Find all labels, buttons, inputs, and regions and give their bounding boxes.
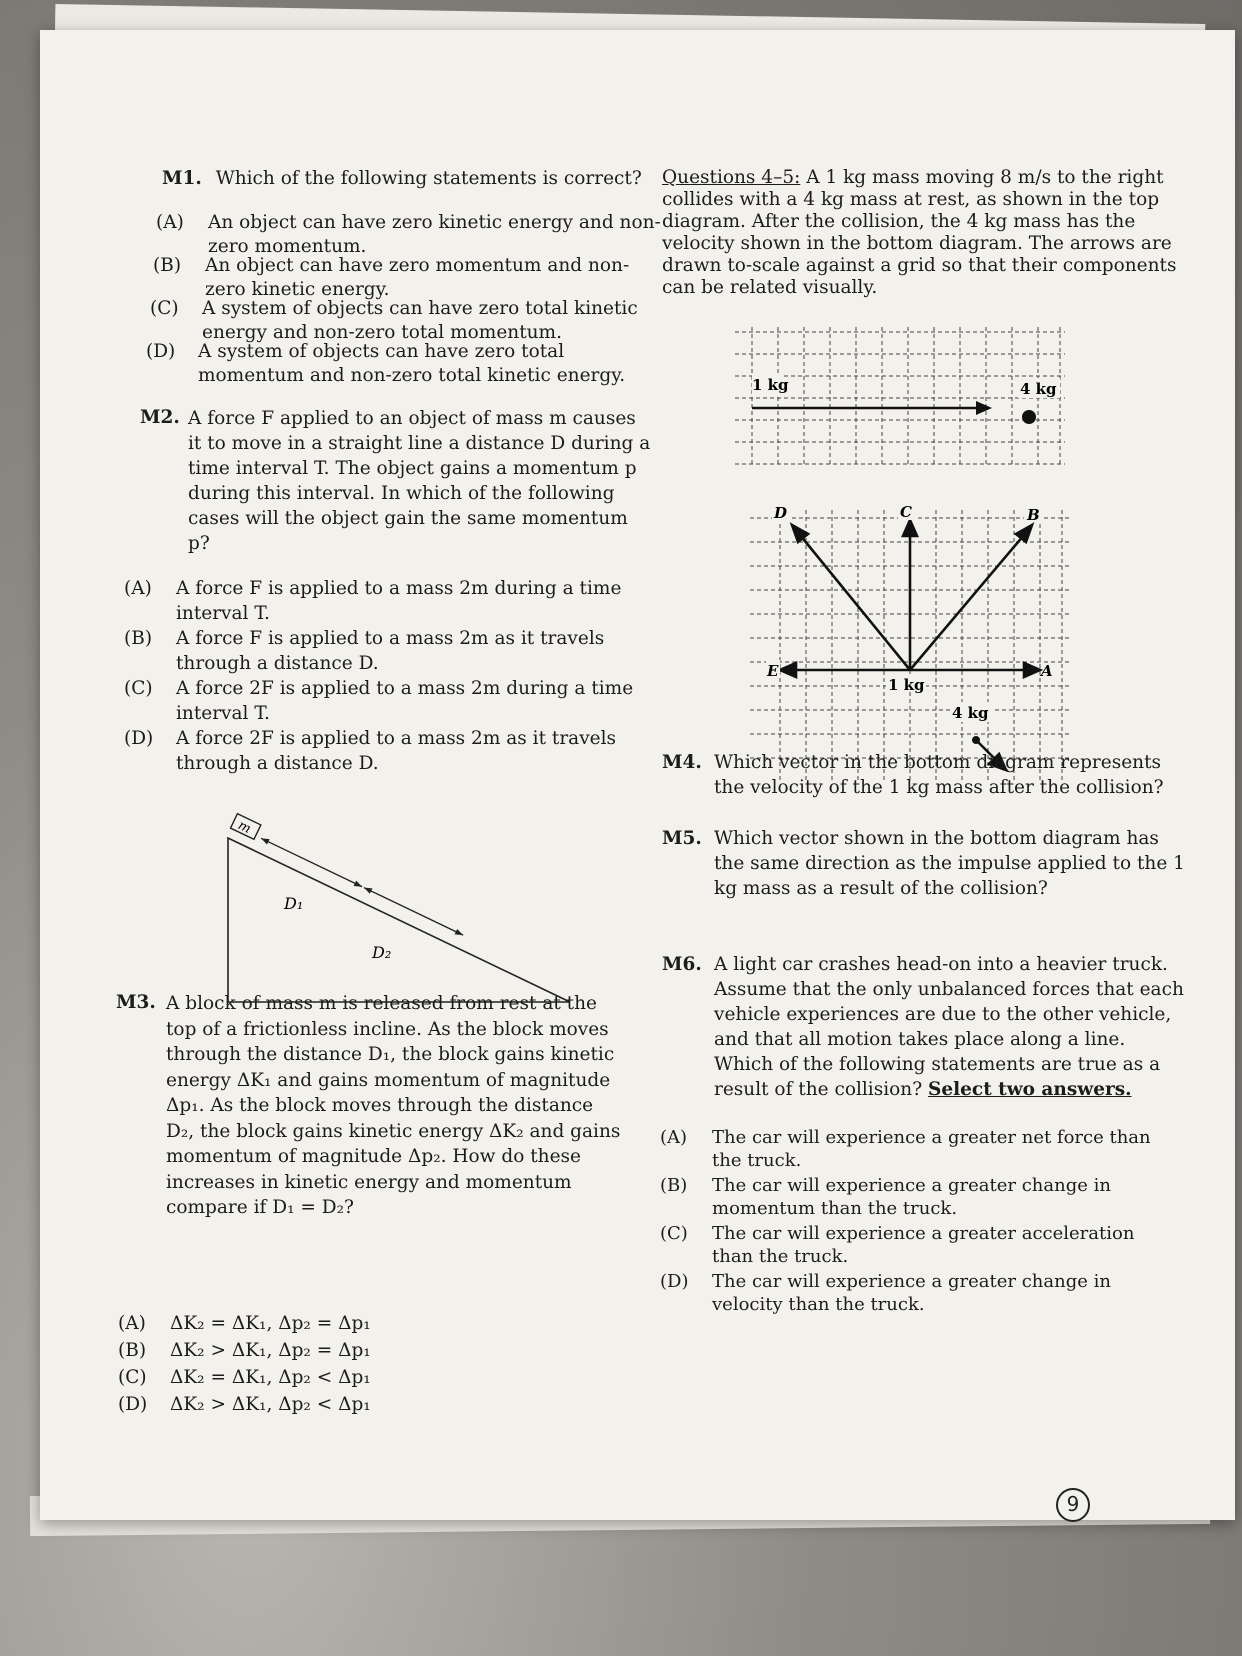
incline-figure bbox=[220, 818, 580, 1010]
m6-question: M6. A light car crashes head-on into a heavier truck. Assume that the only unbalanced forces that each vehicle experiences are due to the other vehicle, and that all motion takes place along a line. Which of the following statements are true as a result of the collision? Select two answers. bbox=[662, 954, 1184, 1100]
m6-option-c[interactable]: (C) The car will experience a greater acceleration than the truck. bbox=[660, 1223, 1135, 1267]
bottom-velocity-diagram bbox=[740, 490, 1080, 790]
vector-b bbox=[910, 535, 1024, 670]
top-collision-diagram bbox=[730, 322, 1070, 472]
m2-option-c[interactable]: (C) A force 2F is applied to a mass 2m during a time interval T. bbox=[124, 678, 634, 724]
m6-option-d[interactable]: (D) The car will experience a greater change in velocity than the truck. bbox=[660, 1271, 1111, 1315]
m6-number: M6. bbox=[662, 954, 702, 975]
vector-label-c: C bbox=[900, 503, 912, 521]
vector-label-b: B bbox=[1027, 506, 1040, 524]
m3-number: M3. bbox=[116, 992, 156, 1013]
bottom-mass2-dot bbox=[972, 736, 980, 744]
top-mass1-label: 1 kg bbox=[752, 376, 789, 394]
m6-option-a[interactable]: (A) The car will experience a greater net force than the truck. bbox=[660, 1127, 1151, 1171]
block-m-label: m bbox=[235, 818, 254, 837]
m3-option-a[interactable]: (A) ΔK₂ = ΔK₁, Δp₂ = Δp₁ bbox=[118, 1313, 371, 1334]
m1-number: M1. bbox=[162, 168, 202, 189]
m1-text: Which of the following statements is correct? bbox=[215, 168, 642, 189]
vector-d bbox=[800, 535, 910, 670]
m3-question: M3. A block of mass m is released from rest at the top of a frictionless incline. As the block moves through the distance D₁, the block gains kinetic energy ΔK₁ and gains momentum of magnitude Δp₁. As the block moves through the distance D₂, the block gains kinetic energy ΔK₂ and gains momentum of magnitude Δp₂. How do these increases in kinetic energy and momentum compare if D₁ = D₂? bbox=[116, 991, 620, 1221]
bottom-mass1-label: 1 kg bbox=[888, 676, 925, 694]
m4-number: M4. bbox=[662, 752, 702, 773]
m5-question: M5. Which vector shown in the bottom diagram has the same direction as the impulse applied to the 1 kg mass as a result of the collision? bbox=[662, 828, 1185, 899]
d2-arrow bbox=[364, 888, 463, 936]
vector-label-d: D bbox=[774, 504, 788, 522]
m1-option-a[interactable]: (A) An object can have zero kinetic energy and non- zero momentum. bbox=[156, 212, 661, 257]
q45-intro: Questions 4–5: A 1 kg mass moving 8 m/s to the right collides with a 4 kg mass at rest, as shown in the top diagram. After the collision, the 4 kg mass has the velocity shown in the bottom diagram. The arrows are drawn to-scale against a grid so that their components can be related visually. bbox=[662, 167, 1177, 298]
m5-number: M5. bbox=[662, 828, 702, 849]
m1-option-d[interactable]: (D) A system of objects can have zero total momentum and non-zero total kinetic energy. bbox=[146, 341, 626, 386]
m2-number: M2. bbox=[140, 407, 180, 428]
vector-label-a: A bbox=[1041, 662, 1053, 680]
m3-option-b[interactable]: (B) ΔK₂ > ΔK₁, Δp₂ = Δp₁ bbox=[118, 1340, 371, 1361]
m2-option-b[interactable]: (B) A force F is applied to a mass 2m as it travels through a distance D. bbox=[124, 628, 605, 674]
d2-label: D₂ bbox=[372, 943, 392, 962]
d1-label: D₁ bbox=[284, 894, 304, 913]
m6-options bbox=[660, 1126, 1151, 1316]
m2-option-d[interactable]: (D) A force 2F is applied to a mass 2m as it travels through a distance D. bbox=[124, 728, 617, 774]
m2-options bbox=[124, 576, 633, 776]
m6-select-two: Select two answers. bbox=[928, 1079, 1132, 1100]
m4-question: M4. Which vector in the bottom diagram represents the velocity of the 1 kg mass after the collision? bbox=[662, 752, 1164, 798]
q45-heading: Questions 4–5: bbox=[662, 167, 801, 188]
m1-question bbox=[162, 167, 642, 191]
m1-option-b[interactable]: (B) An object can have zero momentum and non- zero kinetic energy. bbox=[153, 255, 630, 300]
mass2-dot bbox=[1022, 410, 1036, 424]
vector-label-e: E bbox=[767, 662, 779, 680]
m1-options bbox=[146, 211, 661, 388]
top-mass2-label: 4 kg bbox=[1020, 380, 1057, 398]
m1-option-c[interactable]: (C) A system of objects can have zero total kinetic energy and non-zero total momentum. bbox=[150, 298, 638, 343]
incline-triangle bbox=[228, 838, 570, 1002]
m6-option-b[interactable]: (B) The car will experience a greater change in momentum than the truck. bbox=[660, 1175, 1111, 1219]
d1-arrow bbox=[261, 838, 362, 886]
m2-question: M2. A force F applied to an object of mass m causes it to move in a straight line a distance D during a time interval T. The object gains a momentum p during this interval. In which of the following cases will the object gain the same momentum p? bbox=[140, 407, 651, 554]
worksheet-page bbox=[40, 30, 1235, 1520]
bottom-mass2-label: 4 kg bbox=[952, 704, 989, 722]
m2-option-a[interactable]: (A) A force F is applied to a mass 2m during a time interval T. bbox=[124, 578, 622, 624]
m3-options bbox=[118, 1310, 371, 1418]
m3-option-d[interactable]: (D) ΔK₂ > ΔK₁, Δp₂ < Δp₁ bbox=[118, 1394, 371, 1415]
m3-option-c[interactable]: (C) ΔK₂ = ΔK₁, Δp₂ < Δp₁ bbox=[118, 1367, 371, 1388]
page-number: 9 bbox=[1056, 1488, 1090, 1522]
